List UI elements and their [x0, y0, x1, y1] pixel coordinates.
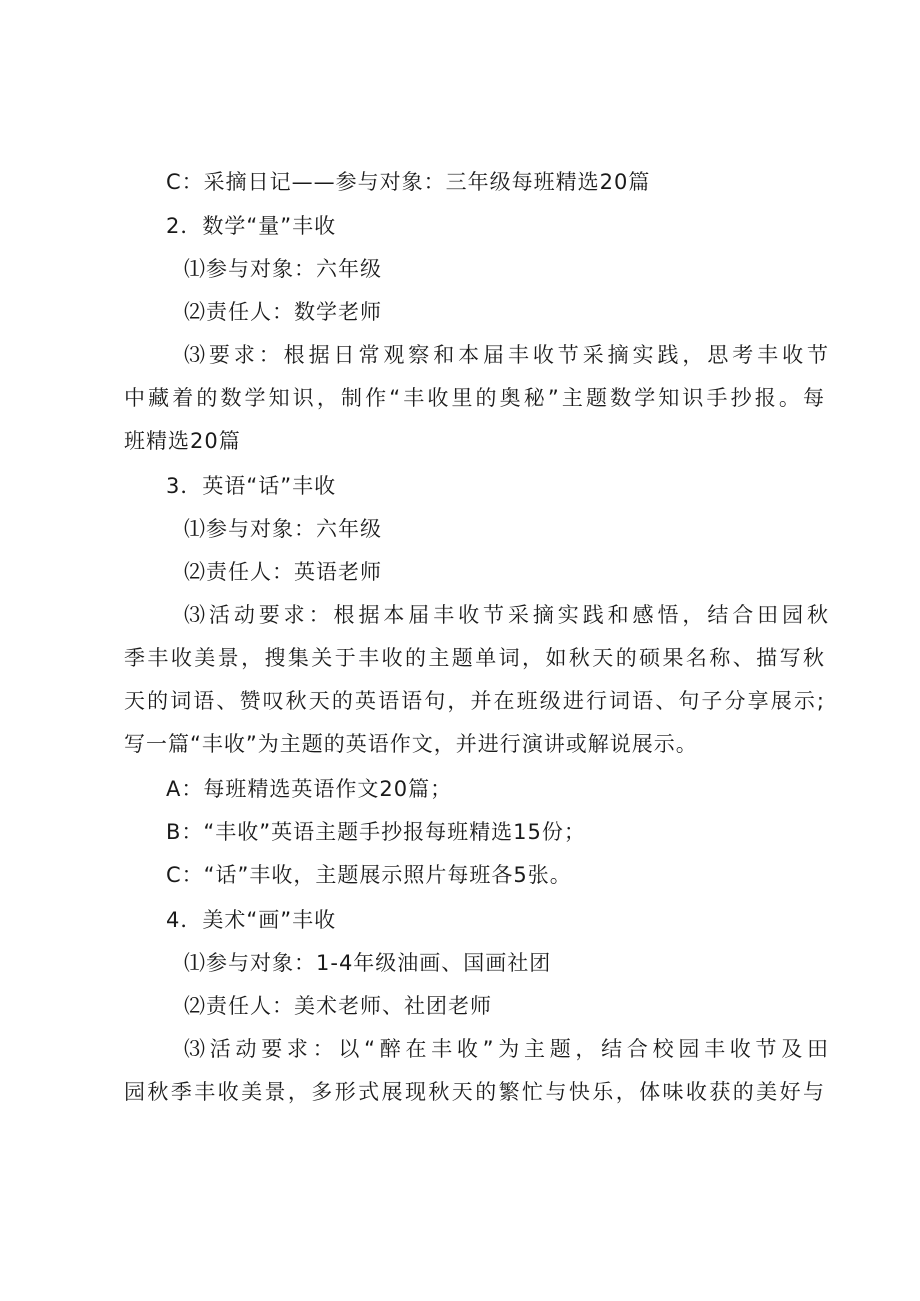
text-line-english-item-a: A：每班精选英语作文20篇；	[166, 777, 453, 801]
text-line-english-participants: ⑴参与对象：六年级	[184, 517, 382, 541]
text-line-math-requirements-cont: 中藏着的数学知识，制作“丰收里的奥秘”主题数学知识手抄报。每	[124, 386, 824, 410]
text-line-english-requirements-end: 写一篇“丰收”为主题的英语作文，并进行演讲或解说展示。	[124, 732, 698, 756]
text-line-math-responsible: ⑵责任人：数学老师	[184, 300, 382, 324]
text-line-harvest-diary: C：采摘日记——参与对象：三年级每班精选20篇	[166, 170, 651, 194]
text-line-english-requirements-cont2: 天的词语、赞叹秋天的英语语句，并在班级进行词语、句子分享展示;	[124, 689, 824, 713]
text-line-math-requirements: ⑶要求：根据日常观察和本届丰收节采摘实践，思考丰收节	[184, 343, 828, 367]
text-line-english-responsible: ⑵责任人：英语老师	[184, 560, 382, 584]
heading-math-harvest: 2．数学“量”丰收	[166, 214, 337, 238]
text-line-english-requirements-cont1: 季丰收美景，搜集关于丰收的主题单词，如秋天的硕果名称、描写秋	[124, 646, 824, 670]
text-line-english-item-c: C：“话”丰收，主题展示照片每班各5张。	[166, 863, 572, 887]
text-line-art-participants: ⑴参与对象：1-4年级油画、国画社团	[184, 951, 552, 975]
text-line-english-requirements: ⑶活动要求：根据本届丰收节采摘实践和感悟，结合田园秋	[184, 603, 828, 627]
text-line-math-participants: ⑴参与对象：六年级	[184, 257, 382, 281]
text-line-math-requirements-end: 班精选20篇	[124, 429, 241, 453]
text-line-art-responsible: ⑵责任人：美术老师、社团老师	[184, 994, 492, 1018]
heading-english-harvest: 3．英语“话”丰收	[166, 474, 337, 498]
text-line-art-requirements: ⑶活动要求：以“醉在丰收”为主题，结合校园丰收节及田	[184, 1037, 828, 1061]
heading-art-harvest: 4．美术“画”丰收	[166, 908, 337, 932]
text-line-english-item-b: B：“丰收”英语主题手抄报每班精选15份；	[166, 820, 586, 844]
text-line-art-requirements-cont: 园秋季丰收美景，多形式展现秋天的繁忙与快乐，体味收获的美好与	[124, 1080, 824, 1104]
